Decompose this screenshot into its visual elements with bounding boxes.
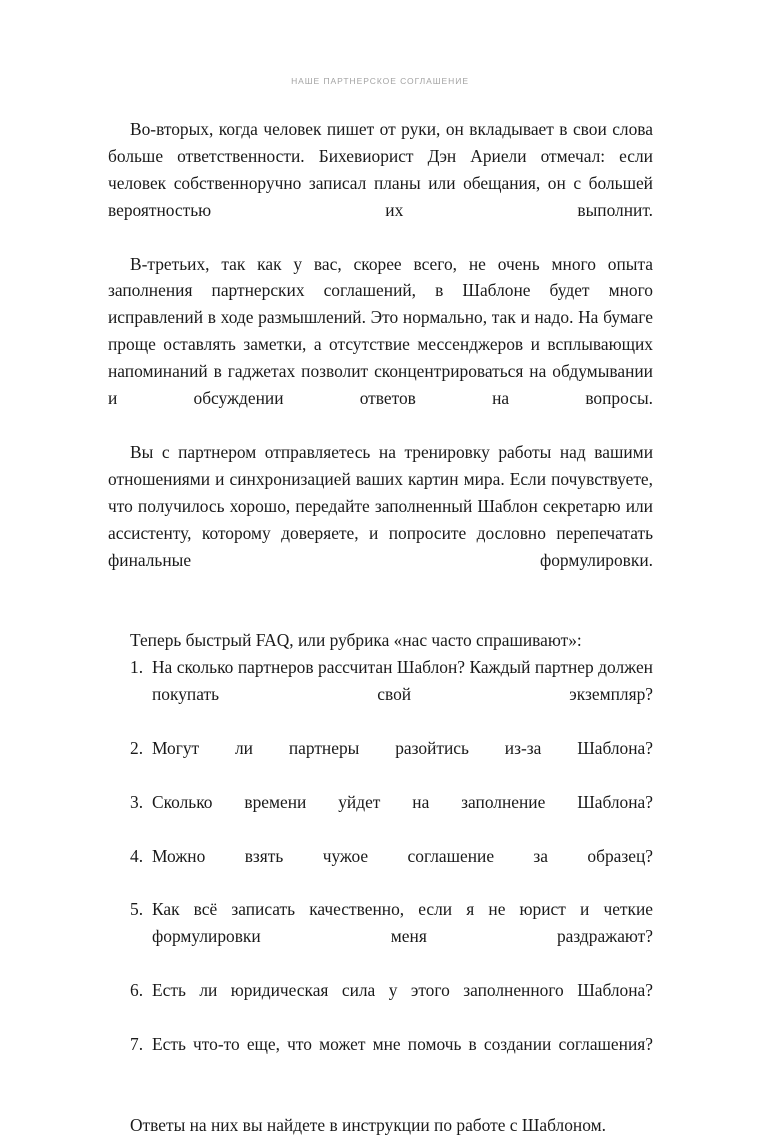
faq-item-5 — [108, 896, 653, 977]
faq-item-4 — [108, 843, 653, 897]
faq-item-text: Могут ли партнеры разойтись из-за Шаблона? — [152, 737, 653, 758]
faq-item-6 — [108, 977, 653, 1031]
paragraph-vy-s-partnerom: Вы с партнером отправляетесь на тренировку работы над вашими отношениями и синхронизацией ваших картин мира. Если почувствуете, что получилось хорошо, передайте заполненный Шаблон секретарю или ассистенту, которому доверяете, и попросите дословно перепечатать финальные формулировки. — [108, 441, 653, 570]
faq-intro: Теперь быстрый FAQ, или рубрика «нас часто спрашивают»: — [130, 630, 582, 651]
faq-item-text: Есть ли юридическая сила у этого заполненного Шаблона? — [152, 980, 653, 1001]
faq-item-text: Можно взять чужое соглашение за образец? — [152, 845, 653, 866]
faq-item-text: Есть что-то еще, что может мне помочь в создании соглашения? — [152, 1033, 653, 1054]
faq-item-text: На сколько партнеров рассчитан Шаблон? Каждый партнер должен покупать свой экземпляр? — [152, 657, 653, 705]
faq-item-7 — [108, 1031, 653, 1085]
faq-list — [108, 654, 653, 1085]
section-spacer — [108, 600, 653, 627]
paragraph-v-tretikh: В-третьих, так как у вас, скорее всего, не очень много опыта заполнения партнерских соглашений, в Шаблоне будет много исправлений в ходе размышлений. Это нормально, так и надо. На бумаге проще оставлять заметки, а отсутствие мессенджеров и всплывающих напоминаний в гаджетах позволит сконцентрироваться на обдумывании и обсуждении ответов на вопросы. — [108, 253, 653, 409]
faq-item-3 — [108, 789, 653, 843]
faq-item-text: Как всё записать качественно, если я не юрист и четкие формулировки меня раздражают? — [152, 899, 653, 947]
faq-item-2 — [108, 735, 653, 789]
running-head: НАШЕ ПАРТНЕРСКОЕ СОГЛАШЕНИЕ — [291, 76, 469, 86]
closing-paragraph: Ответы на них вы найдете в инструкции по работе с Шаблоном. — [130, 1114, 606, 1135]
faq-item-text: Сколько времени уйдет на заполнение Шаблона? — [152, 791, 653, 812]
faq-item-1 — [108, 654, 653, 735]
closing-spacer — [108, 1085, 653, 1112]
paragraph-vo-vtorykh: Во-вторых, когда человек пишет от руки, он вкладывает в свои слова больше ответственности. Бихевиорист Дэн Ариели отмечал: если человек собственноручно записал планы или обещания, он с большей вероятностью их выполнит. — [108, 119, 653, 220]
text-block — [108, 116, 653, 1139]
